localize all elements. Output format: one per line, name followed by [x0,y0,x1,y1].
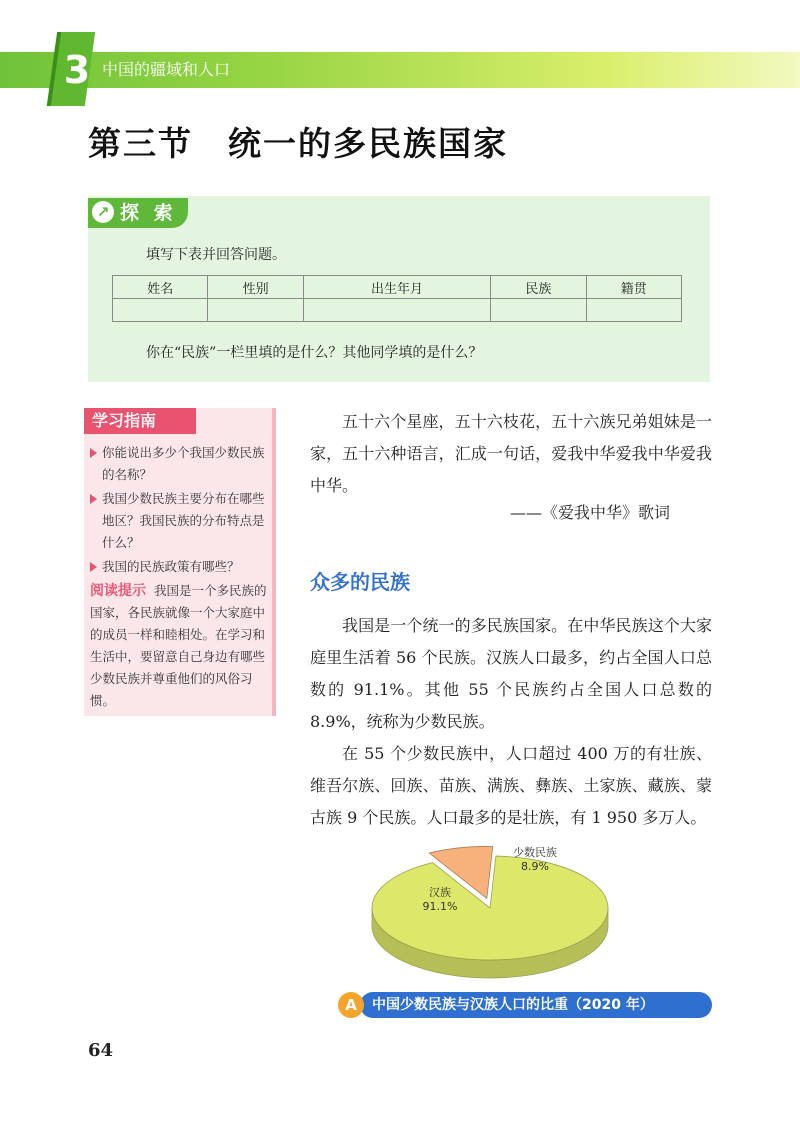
reading-tip [90,580,270,712]
list-item [88,556,270,578]
caption-badge: A [338,992,364,1018]
guide-item-text: 我国少数民族主要分布在哪些地区？我国民族的分布特点是什么？ [102,491,265,550]
lyrics-credit: ——《爱我中华》歌词 [510,503,671,522]
caption-text: 中国少数民族与汉族人口的比重（2020 年） [372,997,654,1013]
table-cell[interactable] [113,299,208,322]
paragraph-1: 我国是一个统一的多民族国家。在中华民族这个大家庭里生活着 56 个民族。汉族人口最多，约占全国人口总数的 91.1%。其他 55 个民族约占全国人口总数的 8.9%，统称为少数民族。 [310,616,712,731]
reading-tip-text: 我国是一个多民族的国家，各民族就像一个大家庭中的成员一样和睦相处。在学习和生活中，要留意自己身边有哪些少数民族并尊重他们的风俗习惯。 [90,583,267,708]
section-title: 第三节 统一的多民族国家 [88,124,508,163]
explore-prompt: 填写下表并回答问题。 [146,247,286,263]
pie-label: 汉族 [429,886,451,899]
chapter-number: 3 [63,48,91,92]
table-cell[interactable] [208,299,303,322]
table-row [113,299,682,322]
explore-question: 你在“民族”一栏里填的是什么？其他同学填的是什么？ [146,345,483,361]
list-item [88,442,270,486]
chapter-title: 中国的疆域和人口 [102,60,231,79]
lyrics-text: 五十六个星座，五十六枝花，五十六族兄弟姐妹是一家，五十六种语言，汇成一句话，爱我中华爱我中华爱我中华。 [310,412,712,495]
triangle-bullet-icon [90,562,97,572]
pie-value-label: 8.9% [521,860,549,873]
paragraph-2: 在 55 个少数民族中，人口超过 400 万的有壮族、维吾尔族、回族、苗族、满族、彝族、土家族、藏族、蒙古族 9 个民族。人口最多的是壮族，有 1 950 多万人。 [310,744,712,827]
triangle-bullet-icon [90,494,97,504]
table-cell[interactable] [491,299,586,322]
study-guide-title: 学习指南 [92,411,157,430]
table-header-cell: 籍贯 [586,276,681,299]
population-pie-chart [360,836,700,986]
guide-item-text: 你能说出多少个我国少数民族的名称？ [102,445,265,482]
info-table [112,275,682,322]
pie-label: 少数民族 [513,846,557,859]
reading-tip-title: 阅读提示 [90,583,146,599]
explore-label: 探 索 [120,202,177,224]
explore-icon: ↗ [92,201,114,223]
triangle-bullet-icon [90,448,97,458]
table-header-cell: 民族 [491,276,586,299]
table-header-cell: 性别 [208,276,303,299]
table-header-cell: 出生年月 [303,276,490,299]
page-number: 64 [88,1040,114,1061]
guide-item-text: 我国的民族政策有哪些？ [102,559,240,574]
pie-value-label: 91.1% [422,900,458,913]
table-header-cell: 姓名 [113,276,208,299]
subheading: 众多的民族 [310,570,410,594]
table-cell[interactable] [586,299,681,322]
study-guide-list [88,442,270,580]
table-header-row [113,276,682,299]
list-item [88,488,270,554]
table-cell[interactable] [303,299,490,322]
